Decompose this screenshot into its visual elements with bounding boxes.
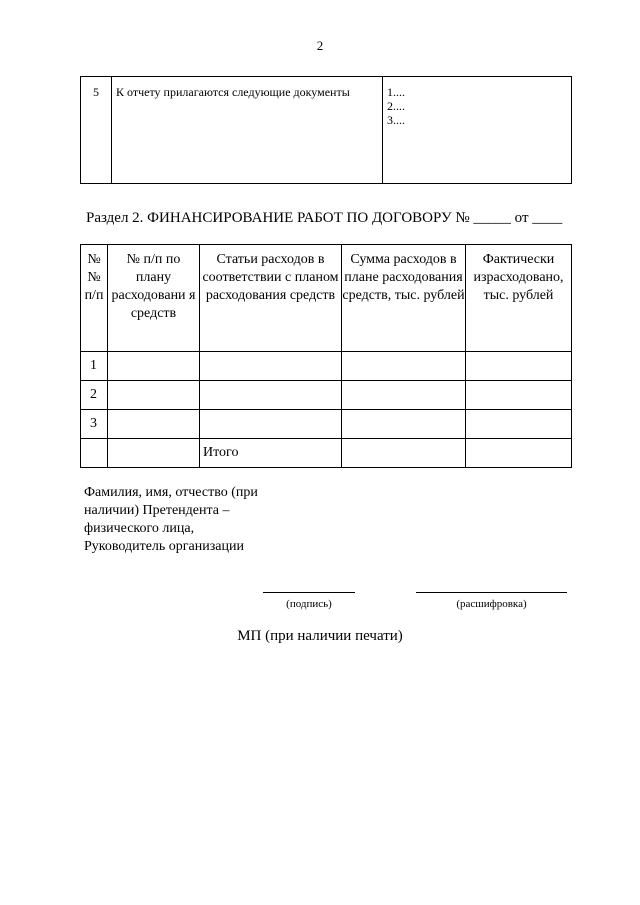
financing-table — [80, 244, 572, 468]
attachments-table — [80, 76, 572, 184]
decode-caption: (расшифровка) — [456, 598, 527, 610]
table-cell — [200, 381, 342, 410]
page-number: 2 — [316, 38, 324, 53]
header-cell: Статьи расходов в соответствии с планом расходования средств — [200, 245, 342, 352]
total-row — [81, 439, 572, 468]
table-row — [81, 410, 572, 439]
table-cell — [466, 381, 572, 410]
table-row — [81, 381, 572, 410]
table-cell — [108, 381, 200, 410]
attached-docs-cell — [383, 77, 572, 184]
table-cell — [108, 352, 200, 381]
table-cell — [466, 410, 572, 439]
doc-line: 1.... — [387, 85, 405, 99]
section-title: Раздел 2. ФИНАНСИРОВАНИЕ РАБОТ ПО ДОГОВОРУ № _____ от ____ — [86, 210, 563, 226]
item-text: К отчету прилагаются следующие документы — [112, 77, 383, 184]
table-cell — [108, 439, 200, 468]
table-cell — [108, 410, 200, 439]
signatory-label: Фамилия, имя, отчество (при наличии) Претендента – физического лица, Руководитель организации — [84, 485, 258, 554]
table-cell — [200, 352, 342, 381]
row-number: 2 — [81, 381, 108, 410]
table-cell — [200, 410, 342, 439]
header-cell: № п/п по плану расходовани я средств — [108, 245, 200, 352]
table-cell — [466, 439, 572, 468]
row-number: 1 — [81, 352, 108, 381]
stamp-label: МП (при наличии печати) — [237, 628, 403, 644]
table-cell — [342, 439, 466, 468]
table-row — [81, 352, 572, 381]
doc-line: 2.... — [387, 99, 405, 113]
table-cell — [342, 352, 466, 381]
table-cell — [466, 352, 572, 381]
signature-line — [263, 592, 355, 593]
table-row — [81, 77, 572, 184]
header-cell: № № п/п — [81, 245, 108, 352]
item-number: 5 — [81, 77, 112, 184]
doc-line: 3.... — [387, 113, 405, 127]
row-number: 3 — [81, 410, 108, 439]
table-header-row — [81, 245, 572, 352]
signature-caption: (подпись) — [286, 598, 332, 610]
header-cell: Сумма расходов в плане расходования средств, тыс. рублей — [342, 245, 466, 352]
table-cell — [342, 381, 466, 410]
table-cell — [342, 410, 466, 439]
header-cell: Фактически израсходовано, тыс. рублей — [466, 245, 572, 352]
total-label: Итого — [200, 439, 342, 468]
table-cell — [81, 439, 108, 468]
decode-line — [416, 592, 567, 593]
